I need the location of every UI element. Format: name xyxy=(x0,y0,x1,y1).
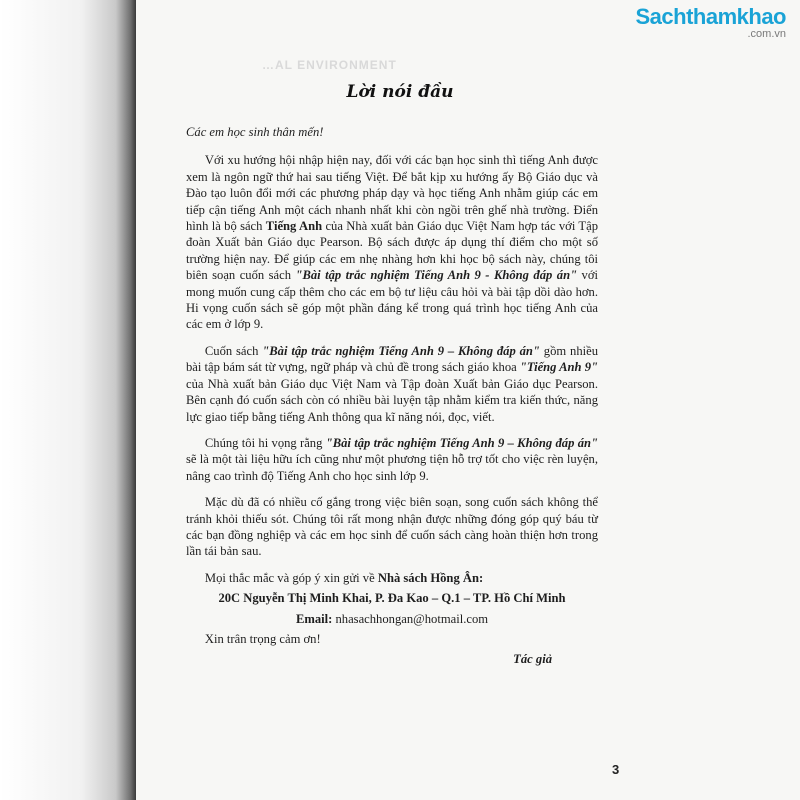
bleed-through-text: …AL ENVIRONMENT xyxy=(262,58,397,72)
page-title: Lời nói đầu xyxy=(346,82,454,102)
logo-domain: .com.vn xyxy=(747,28,786,40)
preface-body xyxy=(186,124,598,668)
book-title-ref: "Bài tập trắc nghiệm Tiếng Anh 9 – Không đáp án" xyxy=(262,343,540,358)
textbook-title-ref: "Tiếng Anh 9" xyxy=(519,360,598,375)
contact-line: Mọi thắc mắc và góp ý xin gửi về Nhà sách Hồng Ân: xyxy=(204,570,484,585)
publisher-address: 20C Nguyễn Thị Minh Khai, P. Đa Kao – Q.1 – TP. Hồ Chí Minh xyxy=(218,591,566,606)
email-line xyxy=(186,611,598,627)
logo-name: Sachthamkhao xyxy=(635,4,786,29)
paragraph-3: Chúng tôi hi vọng rằng "Bài tập trắc nghiệm Tiếng Anh 9 – Không đáp án" sẽ là một tài liệu hữu ích cũng như một phương tiện hỗ trợ tốt cho việc rèn luyện, nâng cao trình độ Tiếng Anh cho học sinh lớp 9. xyxy=(186,435,598,483)
paragraph-1: Với xu hướng hội nhập hiện nay, đối với các bạn học sinh thì tiếng Anh được xem là ngôn ngữ thứ hai sau tiếng Việt. Để bắt kịp xu hướng ấy Bộ Giáo dục và Đào tạo luôn đổi mới các phương pháp dạy và học tiếng Anh nhằm giúp các em tiếp cận tiếng Anh một cách nhanh nhất khi còn ngồi trên ghế nhà trường. Điển hình là bộ sách Tiếng Anh của Nhà xuất bản Giáo dục Việt Nam hợp tác với Tập đoàn Xuất bản Giáo dục Pearson. Bộ sách được áp dụng thí điểm cho một số trường hiện nay. Để giúp các em nhẹ nhàng hơn khi học bộ sách này, chúng tôi biên soạn cuốn sách "Bài tập trắc nghiệm Tiếng Anh 9 - Không đáp án" với mong muốn cung cấp thêm cho các em bộ tư liệu câu hỏi và bài tập dồi dào hơn. Hi vọng cuốn sách sẽ góp một phần đáng kể trong quá trình học tiếng Anh của các em ở lớp 9. xyxy=(186,153,599,332)
email-address[interactable]: nhasachhongan@hotmail.com xyxy=(332,611,489,626)
book-title-ref: "Bài tập trắc nghiệm Tiếng Anh 9 – Không đáp án" xyxy=(325,435,598,450)
site-logo[interactable] xyxy=(636,6,787,40)
author-signature: Tác giả xyxy=(513,652,552,667)
book-series-name: Tiếng Anh xyxy=(265,219,323,234)
thanks-line: Xin trân trọng cảm ơn! xyxy=(204,631,321,646)
book-gutter-shadow xyxy=(0,0,136,800)
greeting: Các em học sinh thân mến! xyxy=(186,125,324,139)
email-label: Email: xyxy=(295,611,333,626)
publisher-name: Nhà sách Hồng Ân: xyxy=(377,570,484,585)
paragraph-2: Cuốn sách "Bài tập trắc nghiệm Tiếng Anh 9 – Không đáp án" gồm nhiều bài tập bám sát từ vựng, ngữ pháp và chủ đề trong sách giáo khoa "Tiếng Anh 9" của Nhà xuất bản Giáo dục Việt Nam và Tập đoàn Xuất bản Giáo dục Pearson. Bên cạnh đó cuốn sách còn có nhiều bài luyện tập nhằm kiểm tra kiến thức, năng lực giao tiếp bằng tiếng Anh thông qua kĩ năng nói, đọc, viết. xyxy=(186,343,599,424)
paragraph-4: Mặc dù đã có nhiều cố gắng trong việc biên soạn, song cuốn sách không thể tránh khỏi thiếu sót. Chúng tôi rất mong nhận được những đóng góp quý báu từ các bạn đồng nghiệp và các em học sinh để cuốn sách càng hoàn thiện hơn trong lần tái bản sau. xyxy=(186,495,598,559)
book-title-ref: "Bài tập trắc nghiệm Tiếng Anh 9 - Không đáp án" xyxy=(295,268,578,283)
page-number: 3 xyxy=(612,762,620,777)
